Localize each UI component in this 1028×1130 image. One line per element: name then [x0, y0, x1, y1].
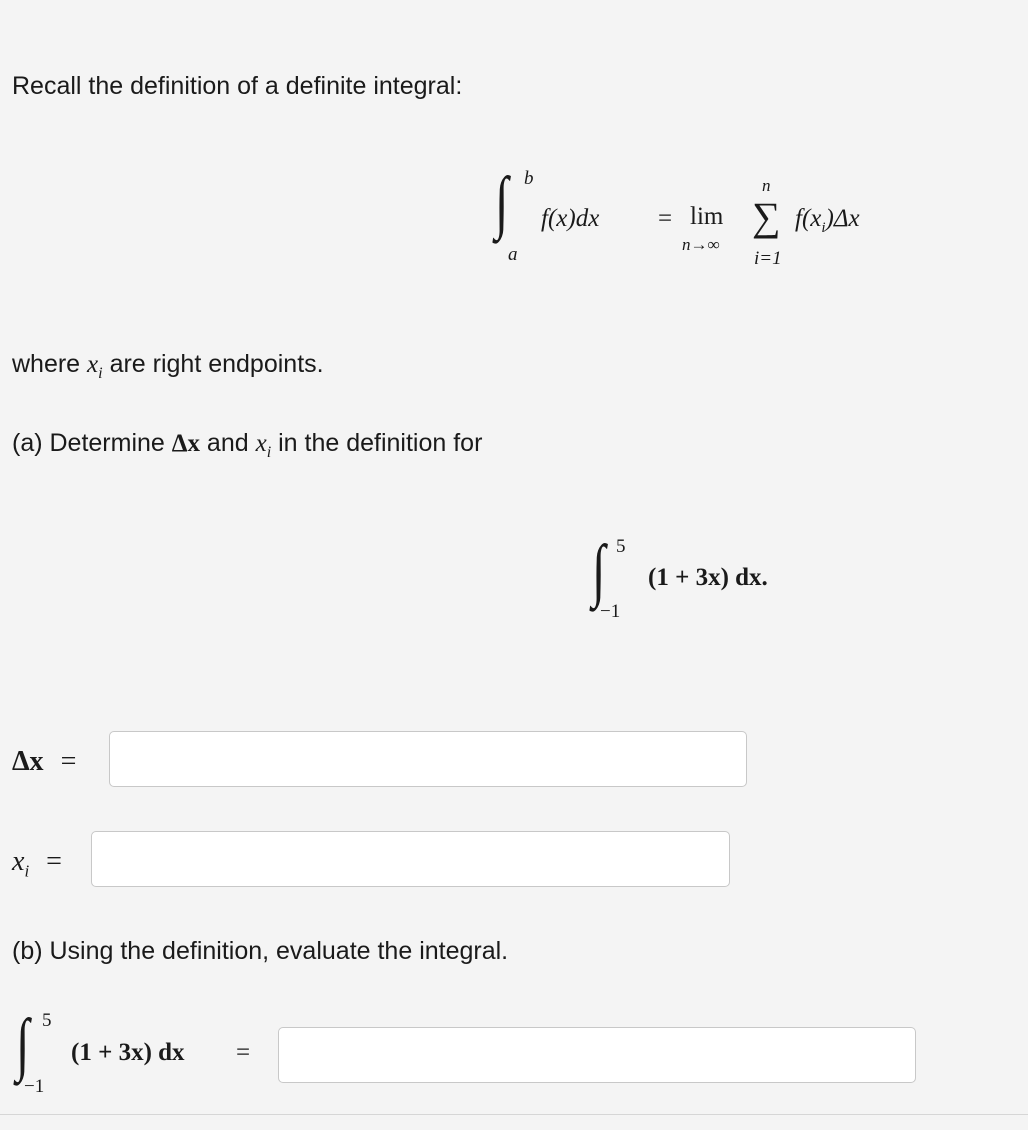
sum-lower: i=1	[754, 248, 782, 269]
sum-upper: n	[762, 176, 771, 195]
integrand: (1 + 3x) dx	[71, 1039, 185, 1066]
upper-limit: 5	[42, 1010, 52, 1031]
integrand: (1 + 3x) dx.	[648, 564, 768, 591]
integral-answer-input[interactable]	[278, 1027, 916, 1083]
limit-operator: lim	[690, 203, 724, 230]
intro-text: Recall the definition of a definite integral:	[12, 72, 463, 100]
integral-sign: ∫	[16, 1006, 30, 1083]
delta-x-input[interactable]	[109, 731, 747, 787]
xi-input[interactable]	[91, 831, 730, 887]
integral-sign: ∫	[495, 164, 509, 241]
part-a-prompt: (a) Determine Δx and $x_i$ in the definition for	[12, 429, 483, 461]
upper-limit: 5	[616, 536, 626, 557]
delta-x-label: Δx =	[12, 746, 77, 777]
where-line: where $x_i$ are right endpoints.	[12, 350, 324, 382]
lower-limit: −1	[600, 601, 621, 622]
lower-limit: a	[508, 244, 518, 265]
integrand: f(x)dx	[541, 205, 600, 232]
limit-subscript: n→∞	[682, 235, 720, 254]
lower-limit: −1	[24, 1076, 45, 1097]
xi-label: $x_i$ =	[12, 846, 62, 881]
summand: $f(x_i)\Delta x$	[795, 205, 860, 236]
equals-sign: =	[658, 205, 673, 232]
upper-limit: b	[524, 168, 534, 189]
equals-sign: =	[236, 1039, 251, 1066]
sigma-icon: ∑	[752, 194, 781, 239]
part-b-prompt: (b) Using the definition, evaluate the integral.	[12, 937, 509, 965]
integral-sign: ∫	[592, 532, 606, 609]
divider	[0, 1114, 1028, 1115]
